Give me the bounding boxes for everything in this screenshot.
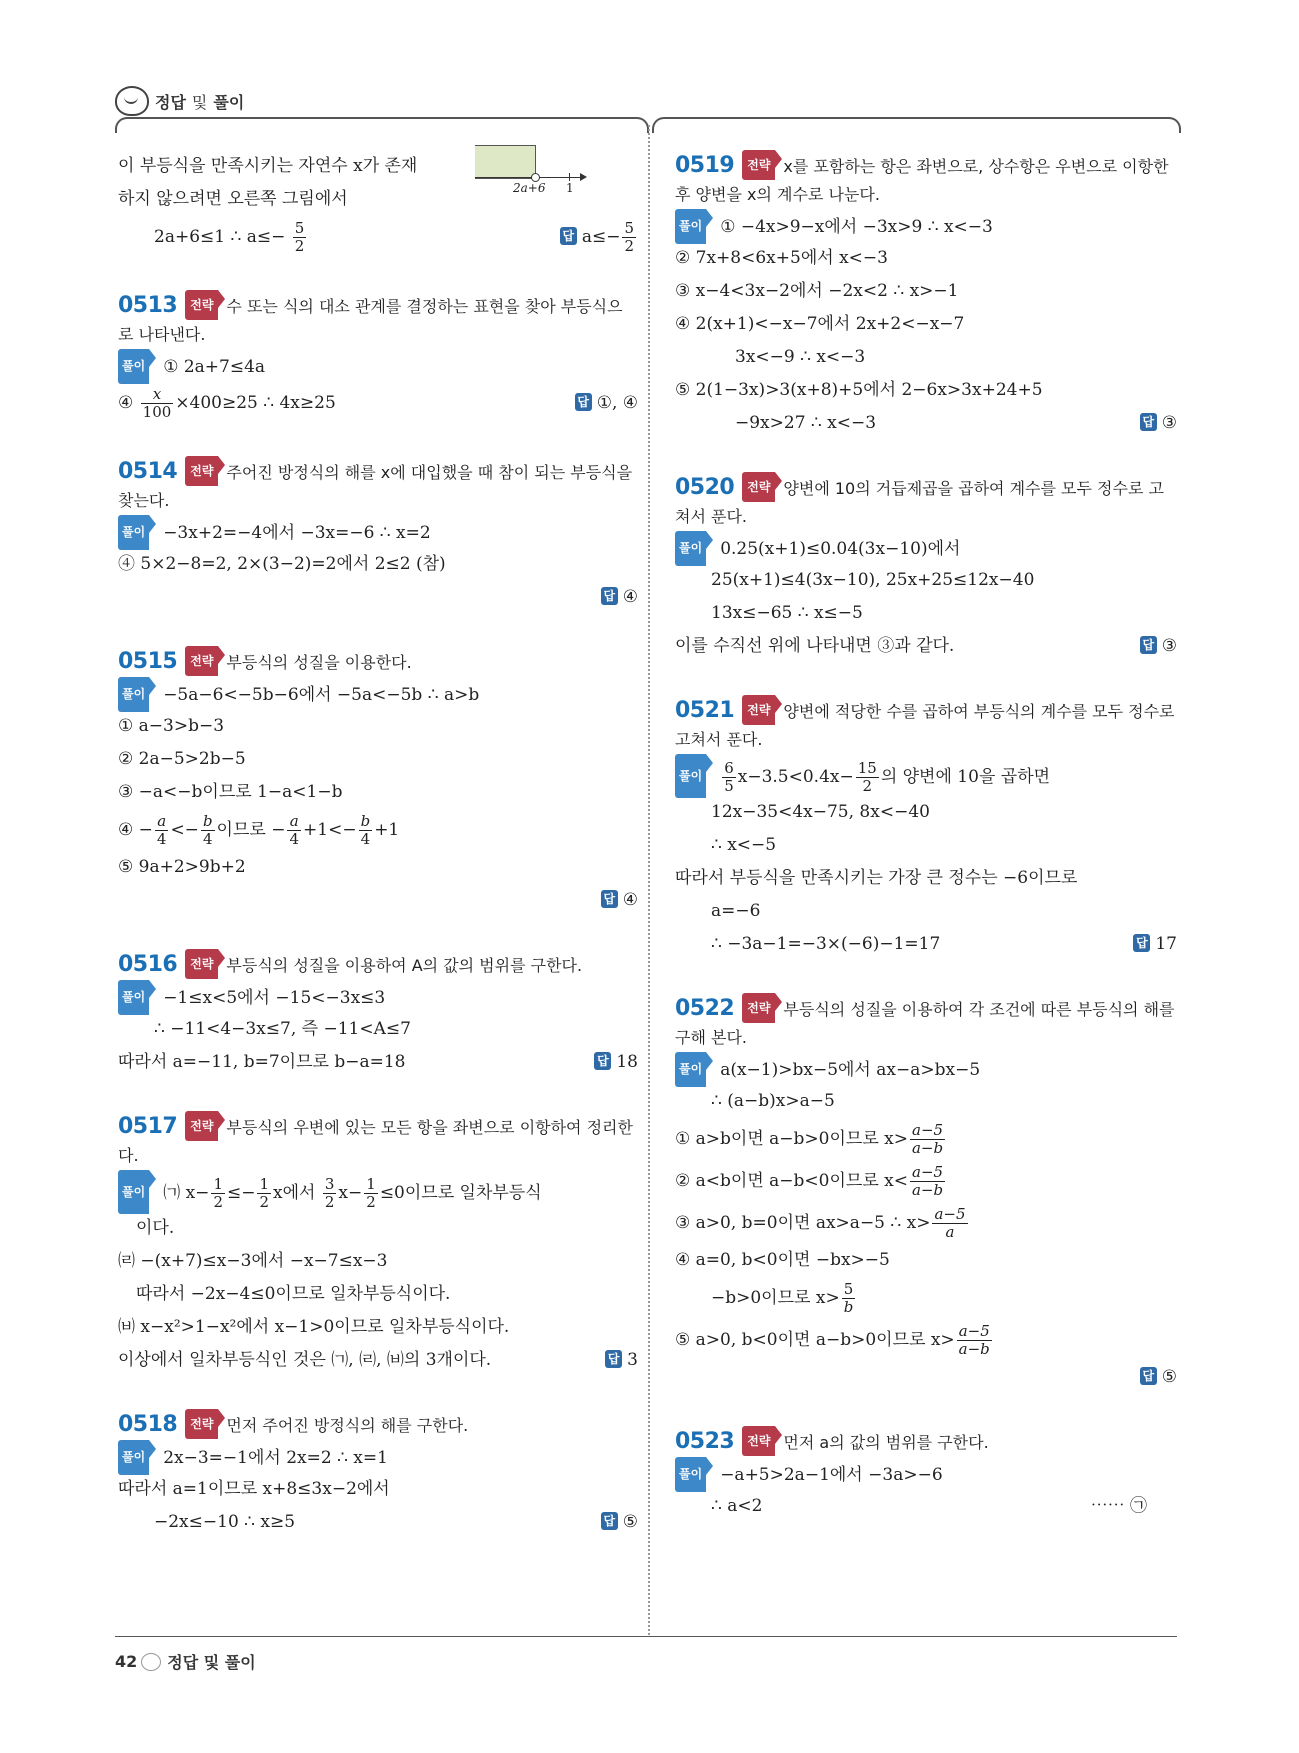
left-column <box>118 150 638 1539</box>
solution-line: ㈅ x−x²>1−x²에서 x−1>0이므로 일차부등식이다. <box>118 1317 510 1337</box>
solution-line: ④ 2(x+1)<−x−7에서 2x+2<−x−7 <box>675 314 965 334</box>
solution-line: 25(x+1)≤4(3x−10), 25x+25≤12x−40 <box>711 570 1035 590</box>
answer: 답 ⑤ <box>1140 1361 1177 1394</box>
diagram-label-right: 1 <box>566 181 574 195</box>
solution-line: ∴ a<2 ⋯⋯ ㉠ <box>675 1490 1177 1523</box>
solution-line: −b>0이므로 x> $\frac{5}{b}$ <box>711 1280 854 1316</box>
page-footer <box>115 1650 256 1673</box>
fraction: $\frac{5}{2}$ <box>294 219 305 255</box>
footer-rule <box>115 1636 1177 1637</box>
answer: 답 ④ <box>601 581 638 614</box>
intro-line: 하지 않으려면 오른쪽 그림에서 <box>118 189 348 209</box>
solution-line: ② 7x+8<6x+5에서 x<−3 <box>675 248 888 268</box>
solution-line: ㈃ −(x+7)≤x−3에서 −x−7≤x−3 <box>118 1251 388 1271</box>
problem-0516-title: 0516 전략 부등식의 성질을 이용하여 A의 값의 범위를 구한다. <box>118 949 638 980</box>
page-header <box>115 86 244 116</box>
solution-line: ∴ x<−5 <box>711 835 777 855</box>
problem-0520-title: 0520 전략 양변에 10의 거듭제곱을 곱하여 계수를 모두 정수로 고쳐서 푼다. <box>675 472 1177 531</box>
solution-line: 풀이 −a+5>2a−1에서 −3a>−6 <box>675 1457 1177 1490</box>
solution-line: ⑤ a>0, b<0이면 a−b>0이므로 x> $\frac{a-5}{a-b}$ <box>675 1322 990 1358</box>
answer-line <box>118 581 638 614</box>
solution-line: ③ −a<−b이므로 1−a<1−b <box>118 782 343 802</box>
problem-0514-title: 0514 전략 주어진 방정식의 해를 x에 대입했을 때 참이 되는 부등식을 찾는다. <box>118 456 638 515</box>
answer: 답 ④ <box>601 884 638 917</box>
problem-0515-title: 0515 전략 부등식의 성질을 이용한다. <box>118 646 638 677</box>
answer: 답 ①, ④ <box>575 382 638 424</box>
solution-line: 3x<−9 ∴ x<−3 <box>735 347 866 367</box>
intro-line: 이 부등식을 만족시키는 자연수 x가 존재 <box>118 156 418 176</box>
column-divider <box>648 125 650 1635</box>
solution-line: 13x≤−65 ∴ x≤−5 <box>711 603 863 623</box>
solution-line: 풀이 $\frac{6}{5}$ x−3.5<0.4x− $\frac{15}{2}$ 의 양변에 10을 곱하면 <box>675 754 1177 796</box>
solution-line: 풀이 ① 2a+7≤4a <box>118 349 638 382</box>
solution-line: 풀이 −3x+2=−4에서 −3x=−6 ∴ x=2 <box>118 515 638 548</box>
right-column <box>675 150 1177 1523</box>
problem-0521-title: 0521 전략 양변에 적당한 수를 곱하여 부등식의 계수를 모두 정수로 고쳐서 푼다. <box>675 695 1177 754</box>
solution-line: 풀이 2x−3=−1에서 2x=2 ∴ x=1 <box>118 1440 638 1473</box>
solution-line: ① a−3>b−3 <box>118 716 225 736</box>
solution-line: ④ $\frac{x}{100}$ ×400≥25 ∴ 4x≥25 답 ①, ④ <box>118 382 638 424</box>
solution-line: ② 2a−5>2b−5 <box>118 749 246 769</box>
solution-line: −9x>27 ∴ x<−3 답 ③ <box>675 407 1177 440</box>
answer: 답 18 <box>594 1046 638 1079</box>
solution-line: −2x≤−10 ∴ x≥5 답 ⑤ <box>118 1506 638 1539</box>
solution-line: ∴ (a−b)x>a−5 <box>711 1091 835 1111</box>
problem-0518-title: 0518 전략 먼저 주어진 방정식의 해를 구한다. <box>118 1409 638 1440</box>
solution-line: 풀이 −1≤x<5에서 −15<−3x≤3 <box>118 980 638 1013</box>
answer: 답 ⑤ <box>601 1506 638 1539</box>
equation-marker: ⋯⋯ ㉠ <box>1090 1496 1147 1516</box>
solution-line: ④ a=0, b<0이면 −bx>−5 <box>675 1250 890 1270</box>
problem-0522-title: 0522 전략 부등식의 성질을 이용하여 각 조건에 따른 부등식의 해를 구해 본다. <box>675 993 1177 1052</box>
solution-line: ③ a>0, b=0이면 ax>a−5 ∴ x> $\frac{a-5}{a}$ <box>675 1205 966 1241</box>
answer: 답 ③ <box>1140 407 1177 440</box>
solution-line: ④ − $\frac{a}{4}$ <− $\frac{b}{4}$ 이므로 − $\frac{a}{4}$ +1<− $\frac{b}{4}$ +1 <box>118 812 400 848</box>
solution-line: ∴ −11<4−3x≤7, 즉 −11<A≤7 <box>154 1019 411 1039</box>
problem-0513-title: 0513 전략 수 또는 식의 대소 관계를 결정하는 표현을 찾아 부등식으로 나타낸다. <box>118 290 638 349</box>
solution-line: 따라서 −2x−4≤0이므로 일차부등식이다. <box>136 1284 451 1304</box>
problem-0519-title: 0519 전략 x를 포함하는 항은 좌변으로, 상수항은 우변으로 이항한 후 양변을 x의 계수로 나눈다. <box>675 150 1177 209</box>
problem-0517-title: 0517 전략 부등식의 우변에 있는 모든 항을 좌변으로 이항하여 정리한다. <box>118 1111 638 1170</box>
book-logo-icon <box>141 1653 161 1671</box>
problem-0523-title: 0523 전략 먼저 a의 값의 범위를 구한다. <box>675 1426 1177 1457</box>
answer: 답 a≤− $\frac{5}{2}$ <box>560 216 638 258</box>
header-and: 및 <box>191 92 208 112</box>
solution-line: 따라서 부등식을 만족시키는 가장 큰 정수는 −6이므로 <box>675 868 1078 888</box>
solution-line: ① a>b이면 a−b>0이므로 x> $\frac{a-5}{a-b}$ <box>675 1121 944 1157</box>
intro-line: 2a+6≤1 ∴ a≤− $\frac{5}{2}$ 답 a≤− $\frac{5}{2}$ <box>118 216 638 258</box>
solution-line: 따라서 a=−11, b=7이므로 b−a=18 답 18 <box>118 1046 638 1079</box>
solution-line: 따라서 a=1이므로 x+8≤3x−2에서 <box>118 1479 390 1499</box>
answer: 답 17 <box>1133 928 1177 961</box>
left-column-frame <box>115 117 649 133</box>
solution-line: ③ x−4<3x−2에서 −2x<2 ∴ x>−1 <box>675 281 959 301</box>
solution-line: 이를 수직선 위에 나타내면 ③과 같다. 답 ③ <box>675 630 1177 663</box>
header-title-1: 정답 <box>155 92 186 112</box>
solution-line: 12x−35<4x−75, 8x<−40 <box>711 802 930 822</box>
header-title-2: 풀이 <box>213 92 245 112</box>
solution-line: 풀이 ㈀ x− $\frac{1}{2}$ ≤− $\frac{1}{2}$ x에서 $\frac{3}{2}$ x− $\frac{1}{2}$ ≤0이므로 일차부등식 <box>118 1170 638 1212</box>
solution-line: ④ 5×2−8=2, 2×(3−2)=2에서 2≤2 (참) <box>118 554 446 574</box>
solution-line: 이상에서 일차부등식인 것은 ㈀, ㈃, ㈅의 3개이다. 답 3 <box>118 1344 638 1377</box>
solution-line: 이다. <box>136 1218 175 1238</box>
solution-line: 풀이 ① −4x>9−x에서 −3x>9 ∴ x<−3 <box>675 209 1177 242</box>
answer-line <box>118 884 638 917</box>
solution-line: ⑤ 2(1−3x)>3(x+8)+5에서 2−6x>3x+24+5 <box>675 380 1043 400</box>
diagram-label-left: 2a+6 <box>513 181 546 195</box>
solution-line: ② a<b이면 a−b<0이므로 x< $\frac{a-5}{a-b}$ <box>675 1163 944 1199</box>
answer-line <box>675 1361 1177 1394</box>
mascot-icon <box>115 86 149 116</box>
solution-line: 풀이 0.25(x+1)≤0.04(3x−10)에서 <box>675 531 1177 564</box>
solution-line: ⑤ 9a+2>9b+2 <box>118 857 246 877</box>
solution-line: ∴ −3a−1=−3×(−6)−1=17 답 17 <box>675 928 1177 961</box>
page-number: 42 <box>115 1652 138 1671</box>
right-column-frame <box>652 117 1181 133</box>
footer-title: 정답 및 풀이 <box>167 1653 256 1672</box>
solution-line: 풀이 −5a−6<−5b−6에서 −5a<−5b ∴ a>b <box>118 677 638 710</box>
solution-line: a=−6 <box>711 901 761 921</box>
answer: 답 3 <box>605 1344 638 1377</box>
answer: 답 ③ <box>1140 630 1177 663</box>
solution-line: 풀이 a(x−1)>bx−5에서 ax−a>bx−5 <box>675 1052 1177 1085</box>
